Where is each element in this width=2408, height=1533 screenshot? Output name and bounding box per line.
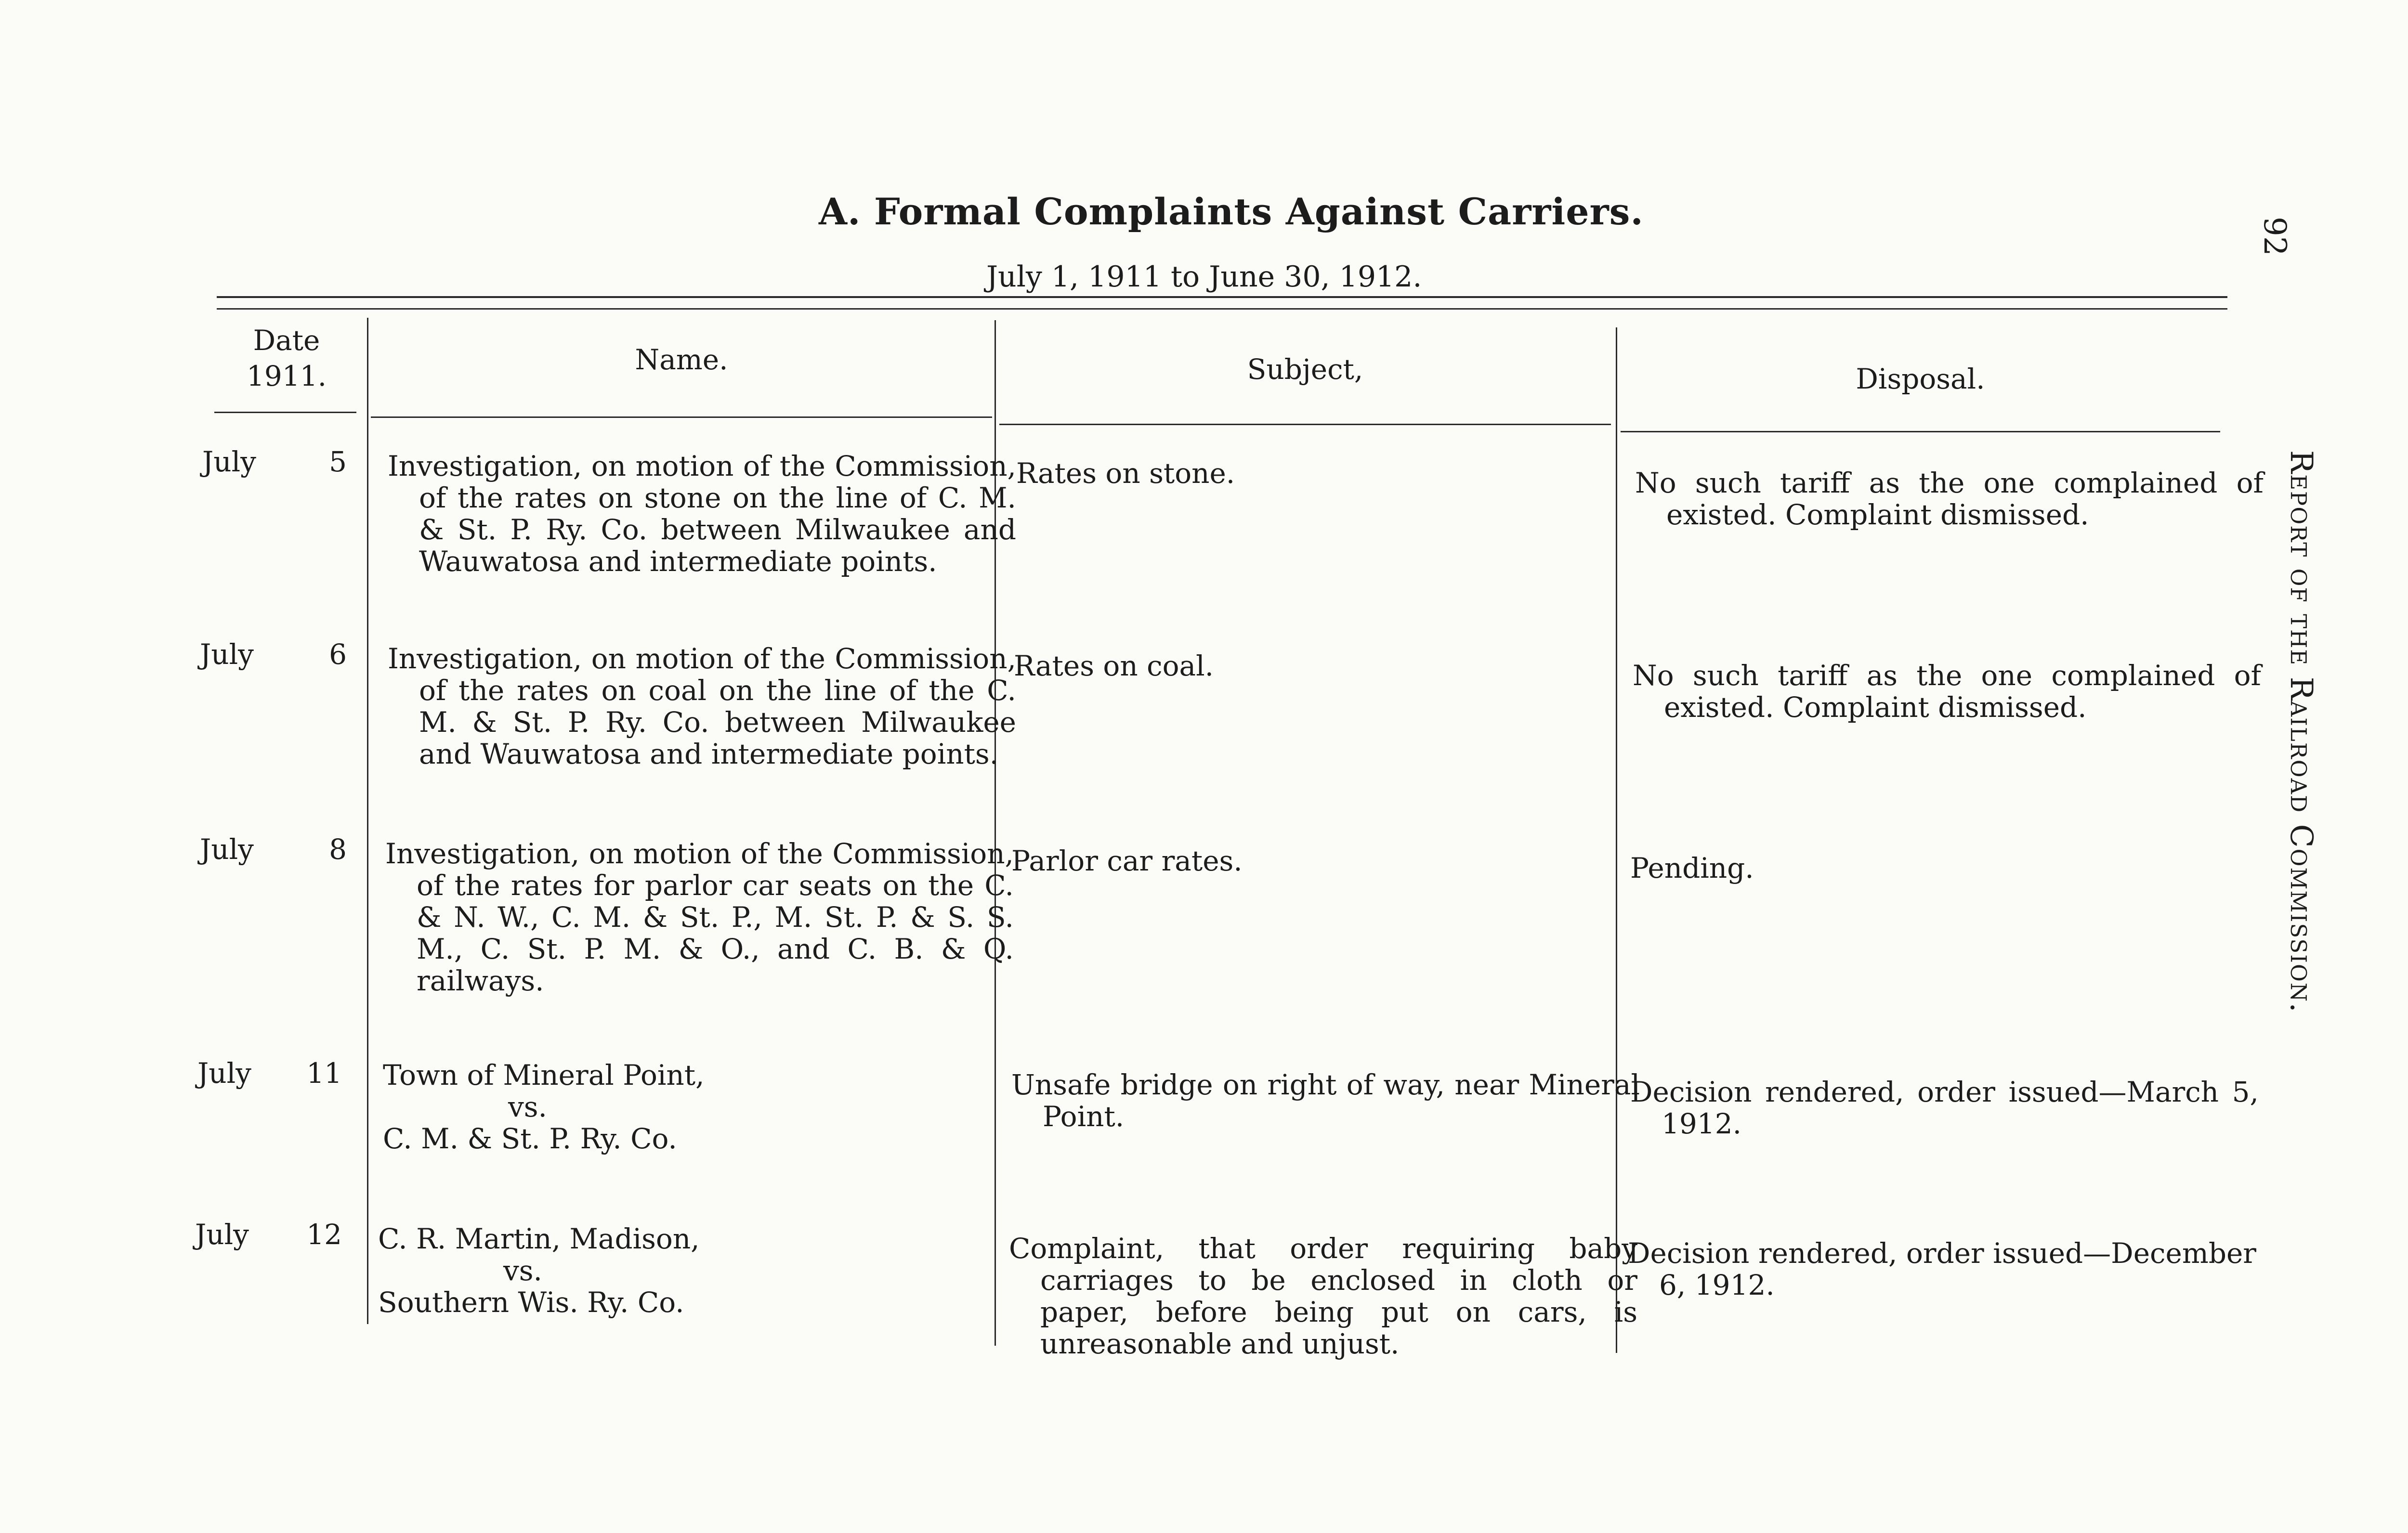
row-disposal: Decision rendered, order issued—December 6, 1912. [1628, 1237, 2256, 1301]
versus: vs. [508, 1091, 547, 1123]
column-header-name: Name. [635, 343, 728, 376]
date-header-line1: Date [253, 324, 320, 357]
header-underline-name [371, 416, 992, 418]
row-disposal: No such tariff as the one complained of existed. Complaint dismissed. [1635, 467, 2264, 531]
row-name: Investigation, on motion of the Commission, of the rates on stone on the line of C. M. & St. P. Ry. Co. between Milwaukee and Wauwatosa and intermediate points. [388, 450, 1016, 578]
page-number: 92 [2257, 217, 2292, 256]
complainant: C. R. Martin, Madison, [378, 1222, 700, 1255]
row-subject: Complaint, that order requiring baby carriages to be enclosed in cloth or paper, before being put on cars, is unreasonable and unjust. [1009, 1232, 1637, 1360]
row-day: 12 [306, 1218, 342, 1251]
row-name [378, 1223, 975, 1318]
respondent: Southern Wis. Ry. Co. [378, 1286, 684, 1319]
row-month: July [202, 445, 256, 478]
header-underline-date [214, 412, 356, 413]
row-subject: Unsafe bridge on right of way, near Mineral Point. [1011, 1068, 1640, 1133]
row-disposal: Pending. [1630, 852, 1754, 884]
header-underline-disposal [1621, 431, 2220, 432]
table-top-rule [217, 296, 2227, 298]
row-name: Investigation, on motion of the Commission, of the rates on coal on the line of the C. M. & St. P. Ry. Co. between Milwaukee and Wauwatosa and intermediate points. [388, 642, 1016, 770]
header-underline-subject [999, 424, 1611, 425]
date-range-subtitle: July 1, 1911 to June 30, 1912. [986, 260, 1422, 294]
row-day: 11 [306, 1057, 342, 1090]
row-day: 8 [329, 833, 347, 866]
respondent: C. M. & St. P. Ry. Co. [383, 1122, 677, 1155]
row-day: 6 [329, 638, 347, 671]
row-subject: Rates on stone. [1016, 457, 1235, 490]
col-divider-date [367, 318, 368, 1324]
row-month: July [200, 833, 254, 866]
page-title: A. Formal Complaints Against Carriers. [819, 190, 1644, 233]
row-name: Investigation, on motion of the Commission, of the rates for parlor car seats on the C. & N. W., C. M. & St. P., M. St. P. & S. S. M., C. St. P. M. & O., and C. B. & Q. railways. [385, 837, 1014, 997]
row-subject: Rates on coal. [1014, 650, 1214, 682]
running-head: Report of the Railroad Commission. [2283, 450, 2319, 1013]
row-subject: Parlor car rates. [1011, 844, 1243, 877]
column-header-disposal: Disposal. [1856, 363, 1985, 395]
row-disposal: No such tariff as the one complained of existed. Complaint dismissed. [1633, 659, 2261, 724]
complainant: Town of Mineral Point, [383, 1059, 705, 1091]
column-header-date [217, 323, 356, 394]
table-top-rule-2 [217, 308, 2227, 310]
row-month: July [195, 1218, 249, 1251]
column-header-subject: Subject, [1247, 353, 1363, 386]
date-header-line2: 1911. [246, 360, 327, 392]
col-divider-subject [1616, 327, 1617, 1353]
row-disposal: Decision rendered, order issued—March 5, 1912. [1630, 1076, 2259, 1140]
row-name [383, 1059, 980, 1155]
row-day: 5 [329, 445, 347, 478]
versus: vs. [503, 1254, 542, 1287]
row-month: July [200, 638, 254, 671]
row-month: July [197, 1057, 251, 1090]
